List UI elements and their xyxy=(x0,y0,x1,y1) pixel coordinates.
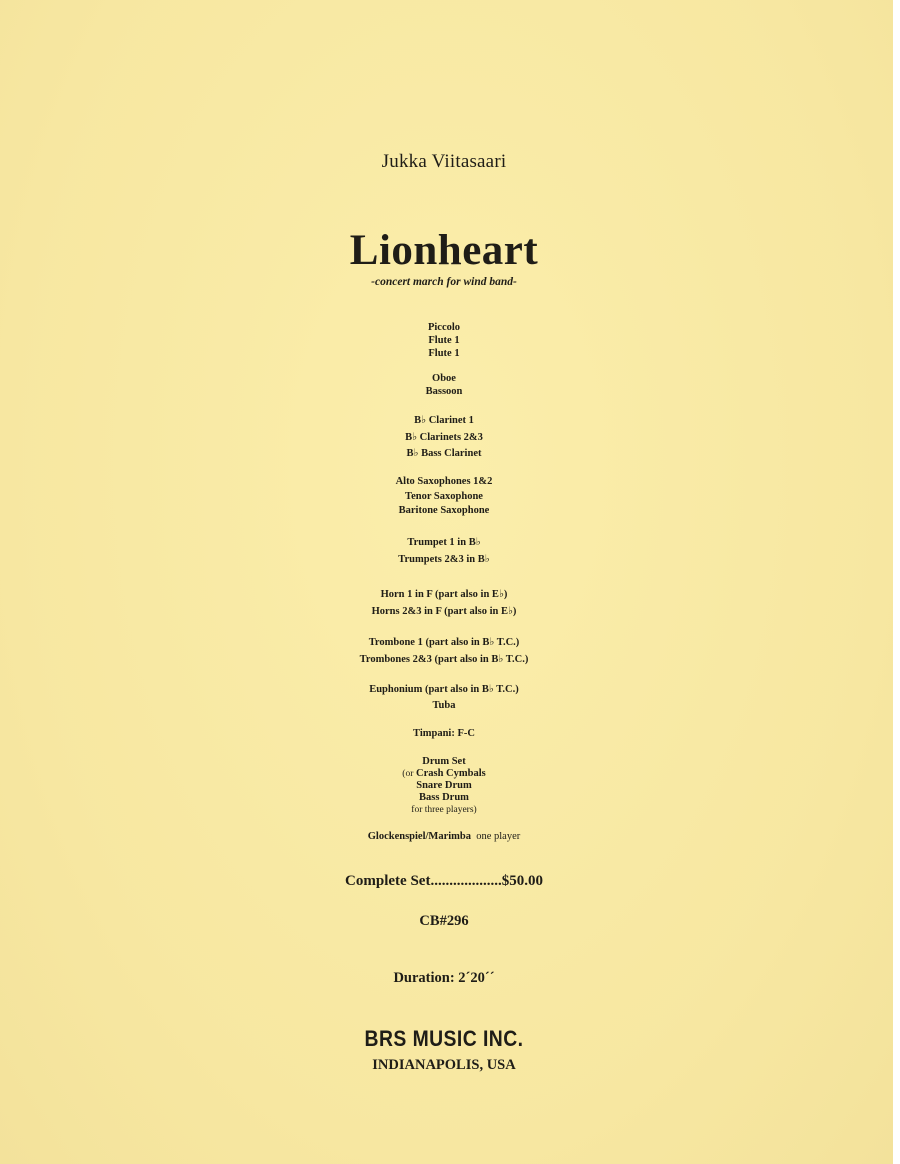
instrument-line: Piccolo xyxy=(427,322,461,333)
page-edge xyxy=(893,0,900,1164)
instrument-line: Trumpet 1 in B♭ xyxy=(407,537,481,548)
instrument-line: Euphonium (part also in B♭ T.C.) xyxy=(369,684,519,695)
instrument-line: Tenor Saxophone xyxy=(405,490,483,502)
instrument-line: B♭ Clarinets 2&3 xyxy=(405,431,483,443)
instrument-line: Trombone 1 (part also in B♭ T.C.) xyxy=(368,637,520,648)
instrument-line: Oboe xyxy=(432,373,456,384)
instrument-line: Flute 1 xyxy=(428,348,460,359)
price-line: Complete Set...................$50.00 xyxy=(345,873,543,889)
instrument-group-low-brass xyxy=(0,682,888,714)
publisher-location: INDIANAPOLIS, USA xyxy=(372,1057,516,1073)
work-title: Lionheart xyxy=(349,227,539,274)
instrument-line: Tuba xyxy=(432,700,456,711)
mallets-name: Glockenspiel/Marimba xyxy=(367,831,471,842)
instrument-line: Horn 1 in F (part also in E♭) xyxy=(380,589,508,600)
drum-set-or: (or xyxy=(402,769,414,779)
drum-set-note: for three players) xyxy=(411,805,477,815)
instrument-line: Trombones 2&3 (part also in B♭ T.C.) xyxy=(359,654,529,665)
instrument-group-drum-set xyxy=(0,756,888,816)
instrument-line: Trumpets 2&3 in B♭ xyxy=(398,554,490,565)
work-subtitle: -concert march for wind band- xyxy=(371,276,517,288)
instrument-line: Bassoon xyxy=(425,386,463,397)
instrument-line: Horns 2&3 in F (part also in E♭) xyxy=(371,606,517,617)
instrument-line: B♭ Clarinet 1 xyxy=(414,415,474,426)
duration: Duration: 2´20´´ xyxy=(393,970,495,986)
instrument-line: Alto Saxophones 1&2 xyxy=(395,476,493,487)
instrument-line: Baritone Saxophone xyxy=(398,505,490,516)
mallets-note: one player xyxy=(476,831,521,842)
drum-set-bass: Bass Drum xyxy=(419,792,469,803)
instrument-line: B♭ Bass Clarinet xyxy=(406,448,482,459)
instrument-line: Timpani: F-C xyxy=(413,728,475,739)
instrument-group-saxophones xyxy=(0,475,888,519)
publisher-name: BRS MUSIC INC. xyxy=(364,1026,524,1051)
instrument-group-clarinets xyxy=(0,413,888,463)
instrument-group-horns xyxy=(0,586,888,620)
instrument-group-double-reeds xyxy=(0,372,888,398)
catalog-number: CB#296 xyxy=(419,913,469,929)
instrument-group-timpani xyxy=(0,727,888,740)
instrument-group-trombones xyxy=(0,634,888,668)
drum-set-snare: Snare Drum xyxy=(416,780,472,791)
drum-set-crash: Crash Cymbals xyxy=(415,768,486,779)
instrument-line: Flute 1 xyxy=(428,335,460,346)
drum-set-heading: Drum Set xyxy=(422,756,466,767)
composer-name: Jukka Viitasaari xyxy=(381,151,507,172)
instrument-group-flutes xyxy=(0,321,888,360)
instrument-group-mallets xyxy=(0,830,888,843)
instrument-group-trumpets xyxy=(0,534,888,568)
drum-set-line-1 xyxy=(0,768,888,780)
